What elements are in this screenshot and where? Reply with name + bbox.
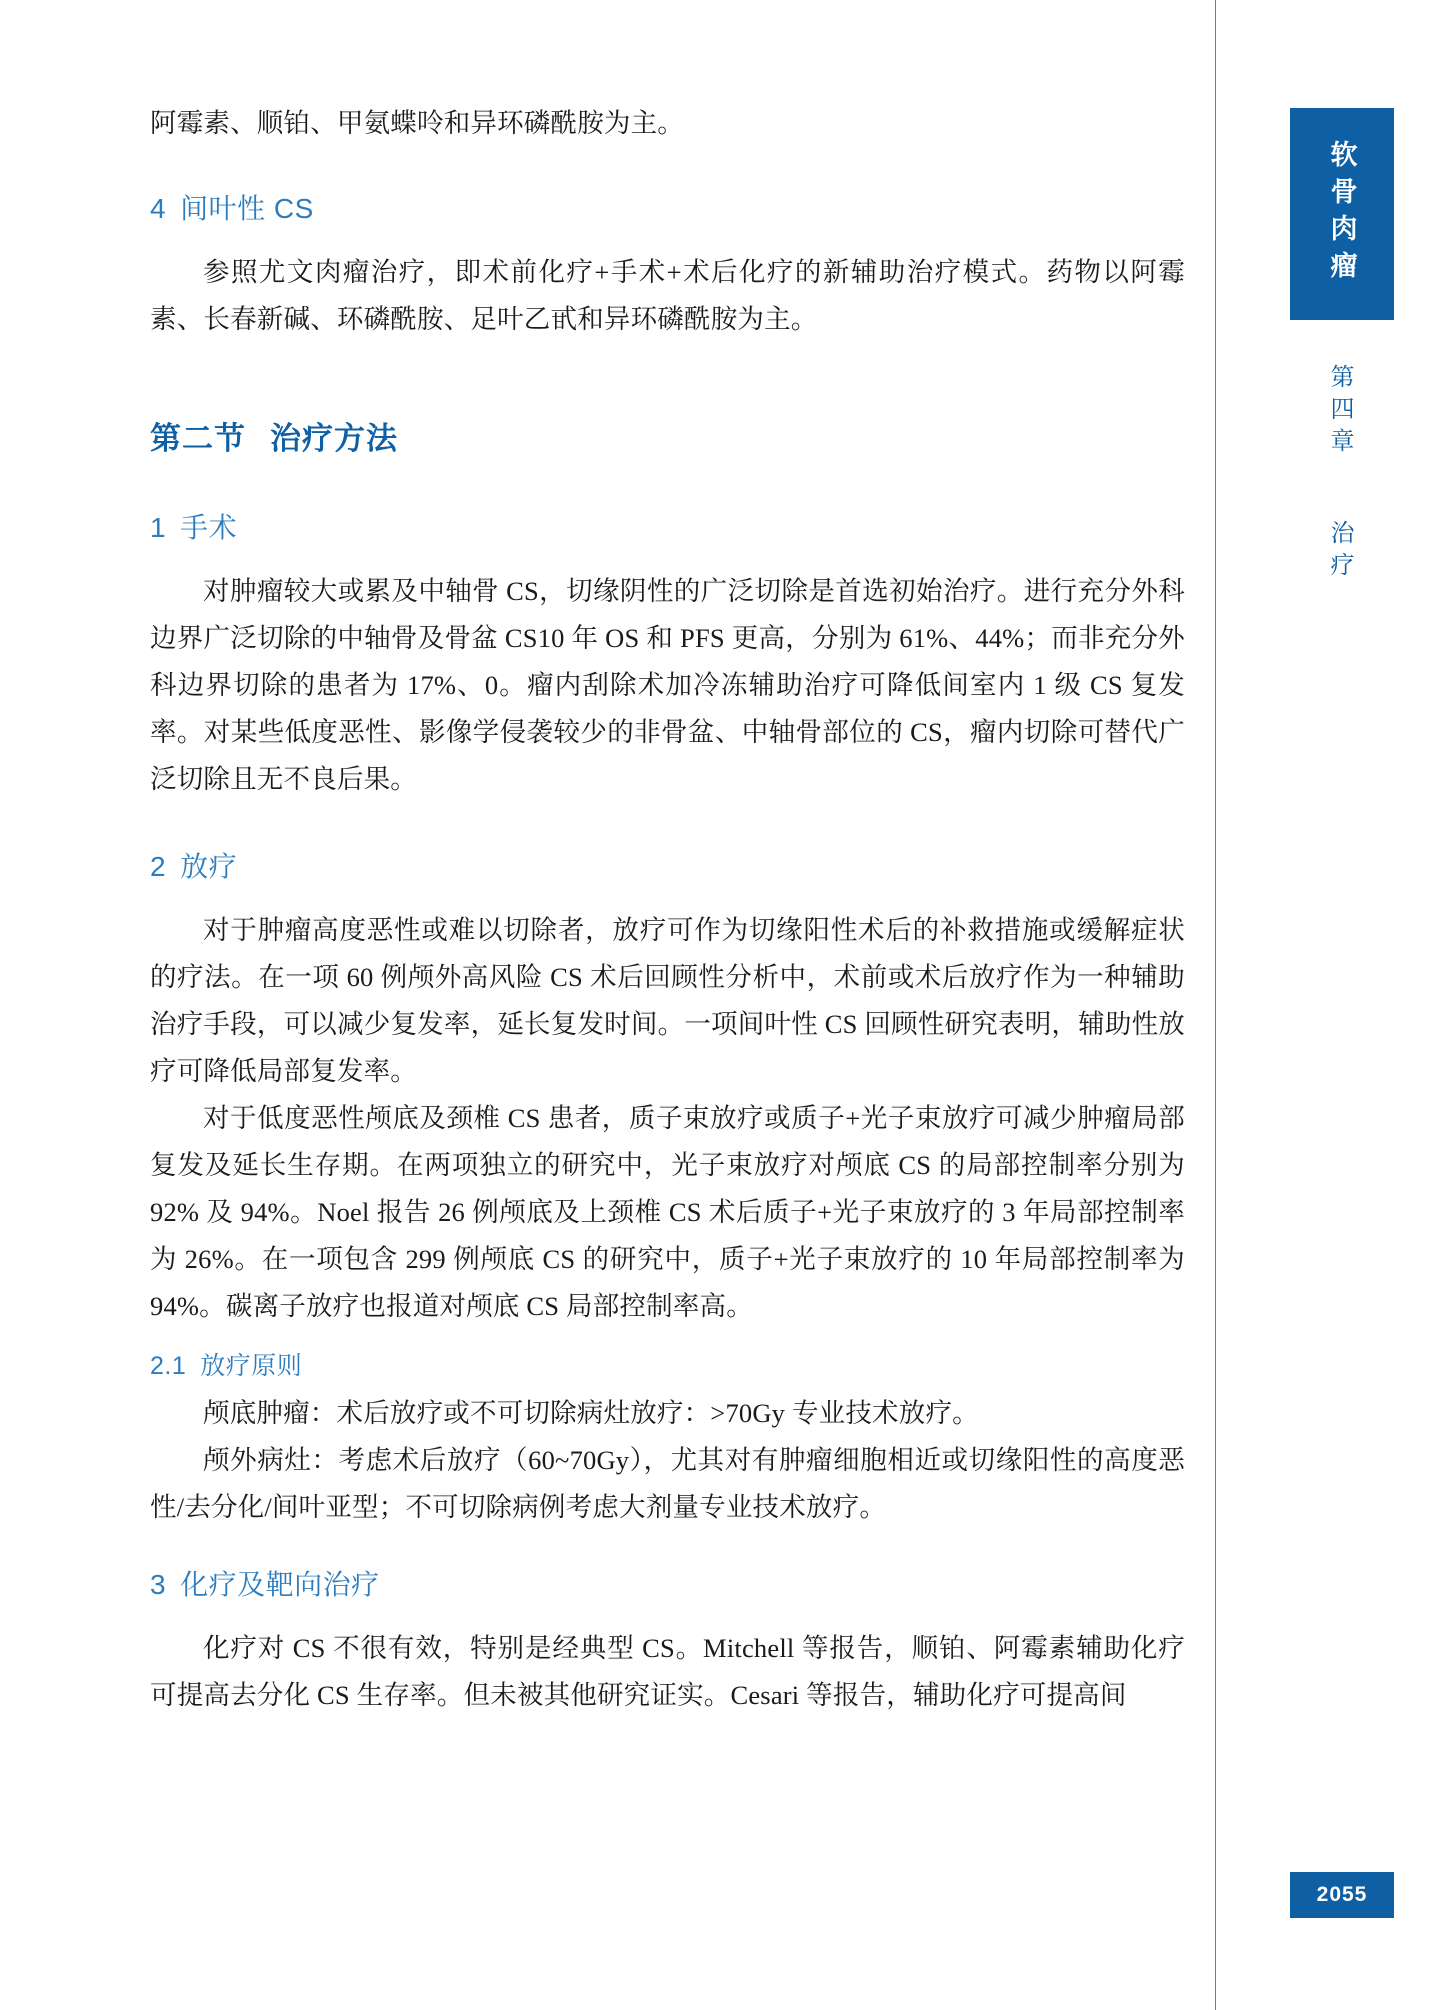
paragraph-continued: 阿霉素、顺铂、甲氨蝶呤和异环磷酰胺为主。: [150, 108, 684, 138]
paragraph-surgery: 对肿瘤较大或累及中轴骨 CS，切缘阴性的广泛切除是首选初始治疗。进行充分外科边界广泛切除的中轴骨及骨盆 CS10 年 OS 和 PFS 更高，分别为 61%、44%；而非充分外科边界切除的患者为 17%、0。瘤内刮除术加冷冻辅助治疗可降低间室内 1 级 CS 复发率。对某些低度恶性、影像学侵袭较少的非骨盆、中轴骨部位的 CS，瘤内切除可替代广泛切除且无不良后果。: [150, 576, 1185, 794]
paragraph-radiotherapy-a: 对于肿瘤高度恶性或难以切除者，放疗可作为切缘阳性术后的补救措施或缓解症状的疗法。在一项 60 例颅外高风险 CS 术后回顾性分析中，术前或术后放疗作为一种辅助治疗手段，可以减少复发率，延长复发时间。一项间叶性 CS 回顾性研究表明，辅助性放疗可降低局部复发率。: [150, 915, 1185, 1086]
page-content: [150, 100, 1185, 1719]
page-number: 2055: [1290, 1872, 1394, 1918]
heading-number: 1: [150, 512, 167, 543]
heading-number: 4: [150, 193, 167, 224]
heading-label: 间叶性 CS: [180, 193, 314, 224]
heading-surgery: [150, 506, 1185, 546]
paragraph-radiotherapy-b: 对于低度恶性颅底及颈椎 CS 患者，质子束放疗或质子+光子束放疗可减少肿瘤局部复发及延长生存期。在两项独立的研究中，光子束放疗对颅底 CS 的局部控制率分别为 92% 及 94%。Noel 报告 26 例颅底及上颈椎 CS 术后质子+光子束放疗的 3 年局部控制率为 26%。在一项包含 299 例颅底 CS 的研究中，质子+光子束放疗的 10 年局部控制率为 94%。碳离子放疗也报道对颅底 CS 局部控制率高。: [150, 1103, 1185, 1321]
heading-number: 2: [150, 851, 167, 882]
heading-label: 化疗及靶向治疗: [180, 1569, 380, 1600]
heading-radiotherapy: [150, 845, 1185, 885]
paragraph-skull-base-tumor: 颅底肿瘤：术后放疗或不可切除病灶放疗：>70Gy 专业技术放疗。: [203, 1398, 979, 1428]
page-divider-rule: [1215, 0, 1216, 2010]
heading-label: 放疗原则: [200, 1352, 303, 1380]
heading-section-two: [150, 413, 1185, 458]
heading-label: 手术: [180, 512, 238, 543]
heading-radiotherapy-principles: [150, 1346, 1185, 1382]
section-label: 治疗方法: [270, 421, 398, 456]
side-tab-topic: 软骨肉瘤: [1290, 108, 1394, 320]
paragraph-chemo-targeted: 化疗对 CS 不很有效，特别是经典型 CS。Mitchell 等报告，顺铂、阿霉素辅助化疗可提高去分化 CS 生存率。但未被其他研究证实。Cesari 等报告，辅助化疗可提高间: [150, 1633, 1185, 1710]
heading-chemo-targeted: [150, 1563, 1185, 1603]
side-chapter-number: 第四章: [1326, 364, 1352, 460]
heading-label: 放疗: [180, 851, 238, 882]
section-number: 第二节: [150, 421, 246, 456]
heading-mesenchymal-cs: [150, 187, 1185, 227]
paragraph-extracranial-lesion: 颅外病灶：考虑术后放疗（60~70Gy），尤其对有肿瘤细胞相近或切缘阳性的高度恶性/去分化/间叶亚型；不可切除病例考虑大剂量专业技术放疗。: [150, 1445, 1185, 1522]
heading-number: 3: [150, 1569, 167, 1600]
paragraph-mesenchymal-cs: 参照尤文肉瘤治疗，即术前化疗+手术+术后化疗的新辅助治疗模式。药物以阿霉素、长春新碱、环磷酰胺、足叶乙甙和异环磷酰胺为主。: [150, 257, 1185, 334]
side-chapter-title: 治疗: [1326, 520, 1352, 584]
heading-number: 2.1: [150, 1352, 187, 1380]
